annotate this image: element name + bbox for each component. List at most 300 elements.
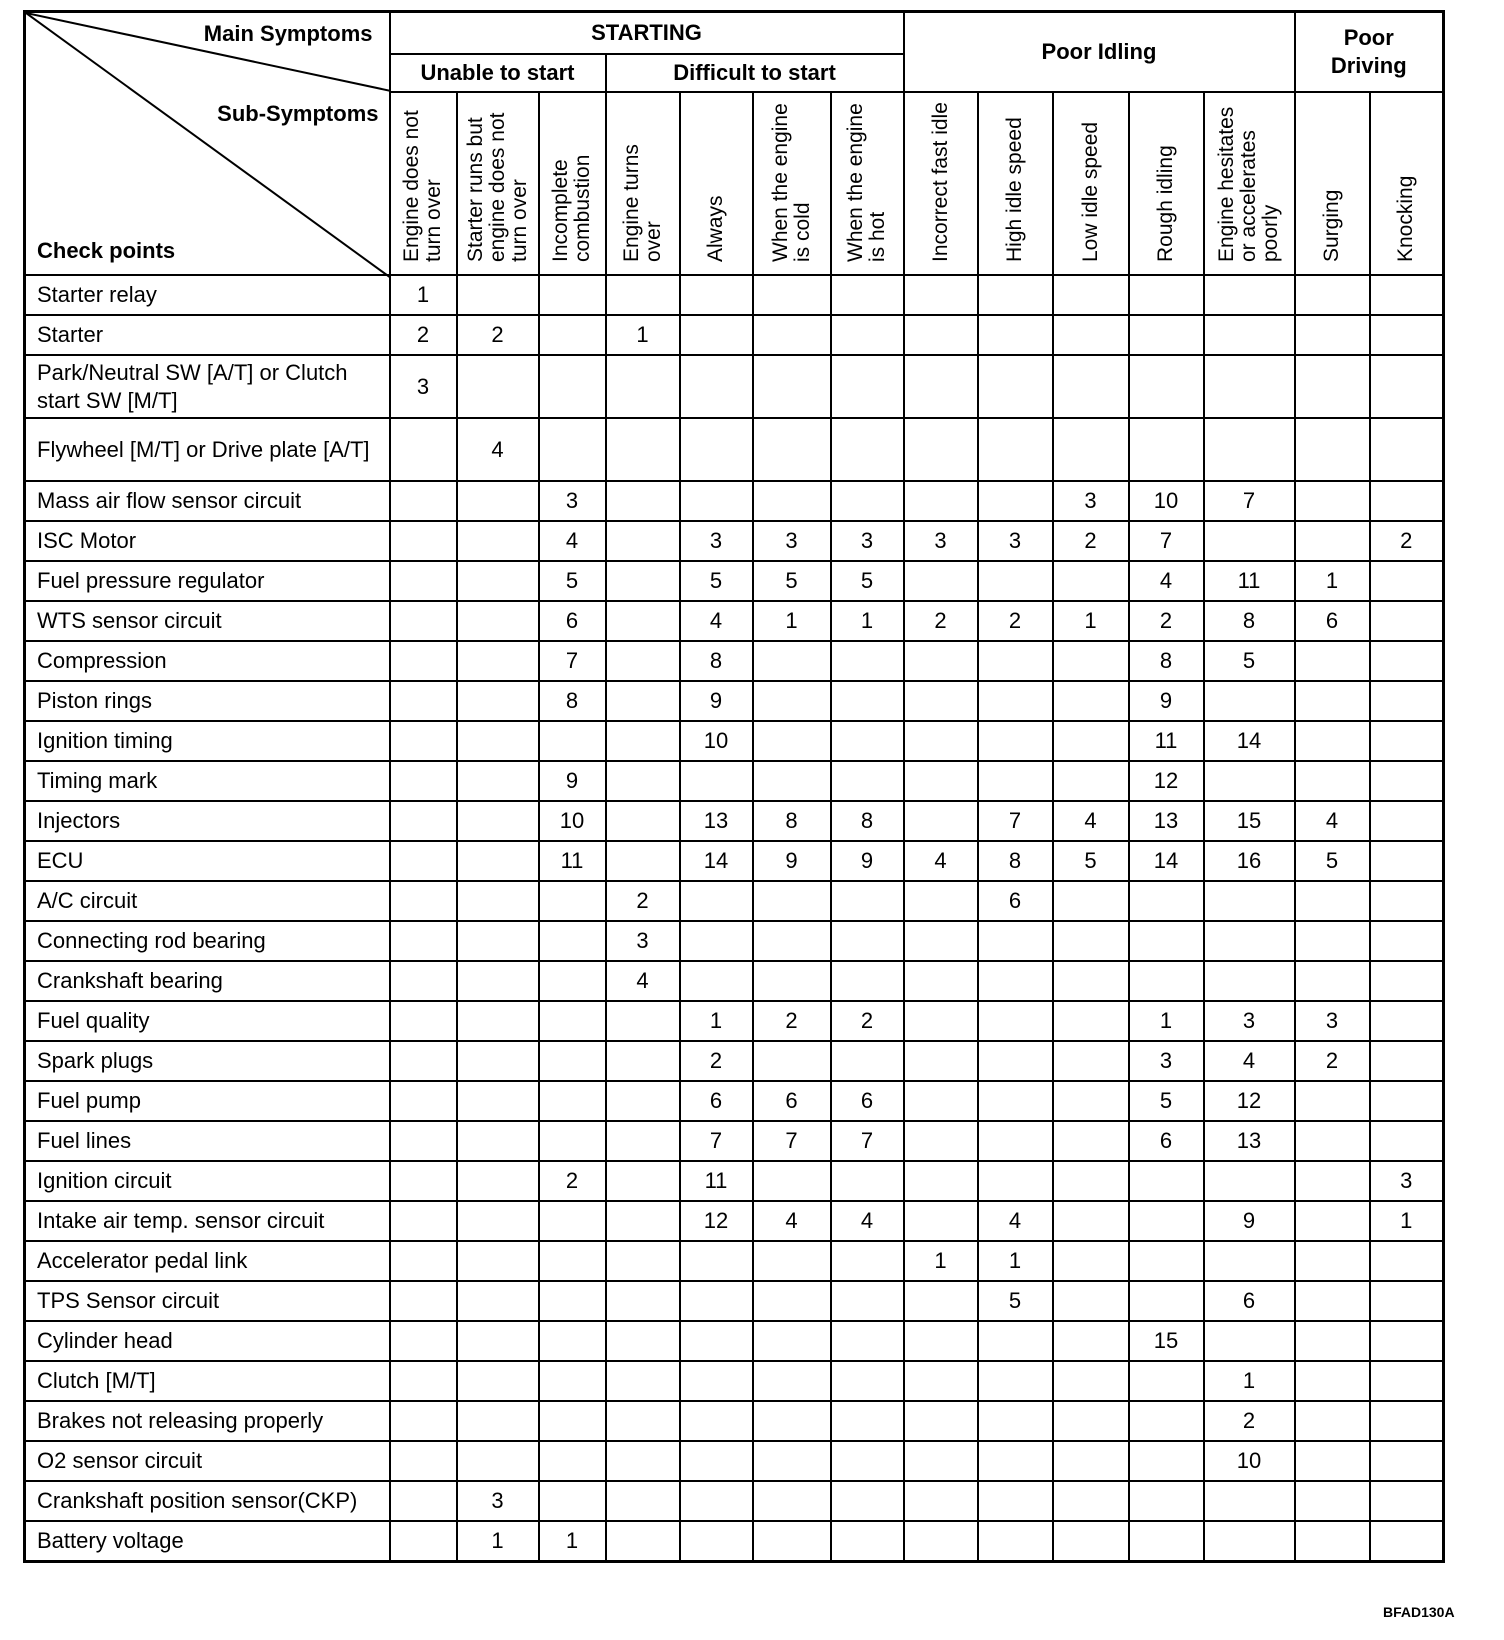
priority-cell: 6 xyxy=(1295,601,1370,641)
priority-cell: 2 xyxy=(606,881,680,921)
table-row xyxy=(25,1361,1444,1401)
column-header-label: Incorrect fast idle xyxy=(928,102,952,262)
priority-cell xyxy=(1204,1481,1295,1521)
priority-cell: 4 xyxy=(606,961,680,1001)
table-row xyxy=(25,801,1444,841)
priority-cell xyxy=(1370,761,1444,801)
priority-cell xyxy=(457,275,539,315)
priority-cell xyxy=(904,1521,978,1562)
priority-cell xyxy=(1053,721,1129,761)
table-row xyxy=(25,481,1444,521)
priority-cell: 1 xyxy=(1129,1001,1204,1041)
priority-cell xyxy=(1295,275,1370,315)
priority-cell xyxy=(978,1081,1053,1121)
priority-cell xyxy=(680,961,753,1001)
check-point-name: Spark plugs xyxy=(25,1041,390,1081)
priority-cell: 2 xyxy=(904,601,978,641)
priority-cell xyxy=(539,1001,606,1041)
priority-cell xyxy=(1295,1441,1370,1481)
priority-cell xyxy=(904,641,978,681)
check-point-name: Clutch [M/T] xyxy=(25,1361,390,1401)
priority-cell xyxy=(606,355,680,418)
priority-cell xyxy=(390,841,457,881)
column-header xyxy=(1295,92,1370,275)
column-header-label: High idle speed xyxy=(1003,117,1026,262)
priority-cell xyxy=(978,1161,1053,1201)
priority-cell xyxy=(539,1281,606,1321)
priority-cell xyxy=(457,1281,539,1321)
table-row xyxy=(25,1401,1444,1441)
priority-cell xyxy=(390,1121,457,1161)
priority-cell xyxy=(680,1281,753,1321)
priority-cell: 2 xyxy=(1295,1041,1370,1081)
priority-cell: 3 xyxy=(831,521,904,561)
table-row xyxy=(25,881,1444,921)
column-header-label: Low idle speed xyxy=(1078,121,1102,262)
priority-cell xyxy=(1295,315,1370,355)
priority-cell xyxy=(390,1321,457,1361)
priority-cell xyxy=(753,1281,831,1321)
priority-cell xyxy=(1204,1241,1295,1281)
priority-cell xyxy=(680,1401,753,1441)
priority-cell xyxy=(1129,315,1204,355)
priority-cell xyxy=(1295,961,1370,1001)
table-row xyxy=(25,1481,1444,1521)
priority-cell xyxy=(457,1361,539,1401)
priority-cell xyxy=(831,641,904,681)
priority-cell: 1 xyxy=(831,601,904,641)
priority-cell: 4 xyxy=(539,521,606,561)
priority-cell xyxy=(606,641,680,681)
priority-cell xyxy=(753,1521,831,1562)
priority-cell xyxy=(978,561,1053,601)
priority-cell: 7 xyxy=(978,801,1053,841)
check-point-name: Accelerator pedal link xyxy=(25,1241,390,1281)
priority-cell xyxy=(680,1321,753,1361)
priority-cell xyxy=(680,315,753,355)
priority-cell xyxy=(904,1361,978,1401)
priority-cell: 16 xyxy=(1204,841,1295,881)
priority-cell xyxy=(680,1241,753,1281)
priority-cell xyxy=(1370,1441,1444,1481)
column-header-label: Engine does not turn over xyxy=(400,110,445,262)
priority-cell xyxy=(539,1401,606,1441)
group-starting: STARTING xyxy=(390,12,904,55)
priority-cell xyxy=(606,561,680,601)
priority-cell xyxy=(680,1361,753,1401)
priority-cell: 4 xyxy=(1129,561,1204,601)
check-points-label: Check points xyxy=(37,238,176,263)
priority-cell xyxy=(539,1361,606,1401)
priority-cell xyxy=(539,1321,606,1361)
priority-cell xyxy=(457,761,539,801)
priority-cell xyxy=(606,1121,680,1161)
priority-cell: 3 xyxy=(390,355,457,418)
priority-cell xyxy=(606,1161,680,1201)
priority-cell xyxy=(539,1441,606,1481)
check-point-name: A/C circuit xyxy=(25,881,390,921)
group-poor-driving xyxy=(1295,12,1444,93)
priority-cell xyxy=(680,761,753,801)
priority-cell xyxy=(831,961,904,1001)
check-point-name: Connecting rod bearing xyxy=(25,921,390,961)
priority-cell: 3 xyxy=(606,921,680,961)
priority-cell xyxy=(1053,561,1129,601)
priority-cell xyxy=(390,418,457,481)
priority-cell xyxy=(831,1441,904,1481)
priority-cell xyxy=(390,801,457,841)
priority-cell xyxy=(1370,1281,1444,1321)
priority-cell xyxy=(1370,1241,1444,1281)
priority-cell xyxy=(1295,1401,1370,1441)
priority-cell: 8 xyxy=(978,841,1053,881)
priority-cell xyxy=(539,1041,606,1081)
priority-cell xyxy=(1295,1281,1370,1321)
priority-cell: 2 xyxy=(539,1161,606,1201)
priority-cell xyxy=(1370,1001,1444,1041)
priority-cell: 5 xyxy=(1295,841,1370,881)
priority-cell xyxy=(1370,641,1444,681)
priority-cell: 1 xyxy=(539,1521,606,1562)
priority-cell xyxy=(1129,355,1204,418)
priority-cell: 14 xyxy=(680,841,753,881)
priority-cell xyxy=(606,521,680,561)
priority-cell xyxy=(904,418,978,481)
priority-cell xyxy=(904,801,978,841)
priority-cell: 4 xyxy=(753,1201,831,1241)
priority-cell xyxy=(1129,1361,1204,1401)
priority-cell xyxy=(457,801,539,841)
priority-cell: 7 xyxy=(753,1121,831,1161)
priority-cell: 3 xyxy=(1204,1001,1295,1041)
priority-cell xyxy=(753,315,831,355)
priority-cell xyxy=(1295,681,1370,721)
check-point-name: Ignition circuit xyxy=(25,1161,390,1201)
check-point-name: Timing mark xyxy=(25,761,390,801)
priority-cell xyxy=(539,315,606,355)
priority-cell xyxy=(1370,1321,1444,1361)
priority-cell xyxy=(753,418,831,481)
table-row xyxy=(25,1121,1444,1161)
priority-cell xyxy=(831,1281,904,1321)
priority-cell xyxy=(753,355,831,418)
priority-cell xyxy=(1129,1281,1204,1321)
priority-cell xyxy=(1053,1481,1129,1521)
priority-cell xyxy=(904,275,978,315)
priority-cell xyxy=(831,681,904,721)
priority-cell xyxy=(539,1201,606,1241)
priority-cell xyxy=(457,961,539,1001)
poor-driving-label: Poor Driving xyxy=(1330,25,1407,78)
priority-cell xyxy=(978,1001,1053,1041)
priority-cell xyxy=(1295,1361,1370,1401)
priority-cell xyxy=(1370,355,1444,418)
table-row xyxy=(25,721,1444,761)
priority-cell xyxy=(1129,1401,1204,1441)
priority-cell xyxy=(606,1521,680,1562)
priority-cell xyxy=(606,841,680,881)
column-header xyxy=(1129,92,1204,275)
column-header xyxy=(457,92,539,275)
priority-cell xyxy=(680,881,753,921)
priority-cell: 1 xyxy=(904,1241,978,1281)
priority-cell xyxy=(680,355,753,418)
priority-cell xyxy=(904,721,978,761)
priority-cell xyxy=(457,1121,539,1161)
priority-cell: 7 xyxy=(1129,521,1204,561)
priority-cell: 8 xyxy=(539,681,606,721)
priority-cell: 2 xyxy=(390,315,457,355)
check-point-name: Flywheel [M/T] or Drive plate [A/T] xyxy=(25,418,390,481)
priority-cell: 6 xyxy=(1129,1121,1204,1161)
priority-cell xyxy=(1370,418,1444,481)
priority-cell xyxy=(390,521,457,561)
priority-cell xyxy=(1053,1041,1129,1081)
priority-cell xyxy=(457,561,539,601)
priority-cell xyxy=(1295,1081,1370,1121)
priority-cell xyxy=(753,1161,831,1201)
priority-cell xyxy=(753,761,831,801)
table-row xyxy=(25,275,1444,315)
priority-cell xyxy=(753,1041,831,1081)
priority-cell xyxy=(606,1081,680,1121)
priority-cell xyxy=(978,315,1053,355)
priority-cell xyxy=(390,1241,457,1281)
priority-cell: 9 xyxy=(831,841,904,881)
priority-cell xyxy=(753,275,831,315)
priority-cell xyxy=(1053,1081,1129,1121)
priority-cell xyxy=(1295,761,1370,801)
priority-cell: 3 xyxy=(680,521,753,561)
check-point-name: Compression xyxy=(25,641,390,681)
priority-cell xyxy=(606,1441,680,1481)
priority-cell xyxy=(457,521,539,561)
column-header xyxy=(606,92,680,275)
priority-cell xyxy=(1370,481,1444,521)
priority-cell: 2 xyxy=(831,1001,904,1041)
priority-cell: 9 xyxy=(1204,1201,1295,1241)
priority-cell: 1 xyxy=(1295,561,1370,601)
priority-cell: 11 xyxy=(1129,721,1204,761)
table-row xyxy=(25,418,1444,481)
priority-cell xyxy=(457,921,539,961)
priority-cell xyxy=(1204,1521,1295,1562)
column-header-label: When the engine is cold xyxy=(768,103,814,262)
priority-cell xyxy=(680,418,753,481)
check-point-name: Starter relay xyxy=(25,275,390,315)
priority-cell: 2 xyxy=(457,315,539,355)
table-row xyxy=(25,1441,1444,1481)
priority-cell xyxy=(606,1201,680,1241)
check-point-name: Ignition timing xyxy=(25,721,390,761)
priority-cell: 12 xyxy=(1204,1081,1295,1121)
priority-cell xyxy=(457,1001,539,1041)
table-row xyxy=(25,921,1444,961)
priority-cell xyxy=(1129,418,1204,481)
priority-cell xyxy=(831,418,904,481)
priority-cell xyxy=(831,1161,904,1201)
priority-cell xyxy=(457,641,539,681)
priority-cell: 6 xyxy=(978,881,1053,921)
corner-header xyxy=(25,12,390,276)
priority-cell xyxy=(904,681,978,721)
priority-cell xyxy=(1129,1241,1204,1281)
priority-cell: 12 xyxy=(1129,761,1204,801)
priority-cell xyxy=(1370,1401,1444,1441)
priority-cell: 1 xyxy=(1053,601,1129,641)
priority-cell xyxy=(978,961,1053,1001)
priority-cell xyxy=(753,481,831,521)
priority-cell xyxy=(978,1521,1053,1562)
priority-cell: 3 xyxy=(1295,1001,1370,1041)
priority-cell xyxy=(390,1281,457,1321)
subgroup-unable-to-start: Unable to start xyxy=(390,54,606,92)
priority-cell: 6 xyxy=(539,601,606,641)
priority-cell: 5 xyxy=(1129,1081,1204,1121)
priority-cell: 3 xyxy=(539,481,606,521)
priority-cell xyxy=(1204,921,1295,961)
priority-cell: 2 xyxy=(1129,601,1204,641)
check-point-name: Piston rings xyxy=(25,681,390,721)
priority-cell xyxy=(831,1361,904,1401)
priority-cell xyxy=(904,1281,978,1321)
priority-cell xyxy=(1129,961,1204,1001)
priority-cell xyxy=(1370,841,1444,881)
priority-cell xyxy=(978,1121,1053,1161)
priority-cell xyxy=(978,1321,1053,1361)
priority-cell: 3 xyxy=(1053,481,1129,521)
priority-cell xyxy=(1204,1161,1295,1201)
priority-cell xyxy=(1370,1361,1444,1401)
priority-cell xyxy=(1053,1521,1129,1562)
priority-cell xyxy=(457,1401,539,1441)
table-row xyxy=(25,841,1444,881)
check-point-name: Fuel pressure regulator xyxy=(25,561,390,601)
priority-cell xyxy=(1295,418,1370,481)
priority-cell xyxy=(539,1481,606,1521)
priority-cell xyxy=(1295,1321,1370,1361)
priority-cell xyxy=(1053,1001,1129,1041)
priority-cell xyxy=(457,841,539,881)
priority-cell xyxy=(831,1481,904,1521)
priority-cell xyxy=(978,1441,1053,1481)
priority-cell xyxy=(904,561,978,601)
priority-cell xyxy=(539,418,606,481)
priority-cell xyxy=(1295,641,1370,681)
priority-cell xyxy=(1129,1161,1204,1201)
priority-cell xyxy=(904,1441,978,1481)
column-header xyxy=(753,92,831,275)
column-header xyxy=(1204,92,1295,275)
priority-cell xyxy=(606,1241,680,1281)
check-point-name: O2 sensor circuit xyxy=(25,1441,390,1481)
check-point-name: Cylinder head xyxy=(25,1321,390,1361)
table-row xyxy=(25,961,1444,1001)
priority-cell xyxy=(390,1201,457,1241)
table-row xyxy=(25,1241,1444,1281)
priority-cell xyxy=(680,1521,753,1562)
priority-cell xyxy=(904,1401,978,1441)
priority-cell xyxy=(390,881,457,921)
priority-cell xyxy=(390,1001,457,1041)
column-header xyxy=(539,92,606,275)
priority-cell: 4 xyxy=(1295,801,1370,841)
priority-cell xyxy=(831,481,904,521)
check-point-name: Injectors xyxy=(25,801,390,841)
table-row xyxy=(25,601,1444,641)
priority-cell xyxy=(606,681,680,721)
priority-cell xyxy=(390,721,457,761)
check-point-name: Fuel quality xyxy=(25,1001,390,1041)
table-row xyxy=(25,315,1444,355)
priority-cell xyxy=(753,1441,831,1481)
table-row xyxy=(25,1161,1444,1201)
priority-cell xyxy=(1053,921,1129,961)
priority-cell xyxy=(831,921,904,961)
priority-cell xyxy=(539,1241,606,1281)
priority-cell xyxy=(831,881,904,921)
column-header-label: Rough idling xyxy=(1154,145,1177,262)
priority-cell xyxy=(904,961,978,1001)
column-header xyxy=(1370,92,1444,275)
priority-cell xyxy=(1053,1161,1129,1201)
priority-cell xyxy=(1053,681,1129,721)
priority-cell xyxy=(904,1081,978,1121)
priority-cell xyxy=(457,1201,539,1241)
table-row xyxy=(25,561,1444,601)
check-point-name: Fuel pump xyxy=(25,1081,390,1121)
priority-cell xyxy=(831,721,904,761)
priority-cell xyxy=(390,481,457,521)
priority-cell xyxy=(1370,801,1444,841)
priority-cell xyxy=(390,601,457,641)
priority-cell: 8 xyxy=(680,641,753,681)
table-row xyxy=(25,1321,1444,1361)
priority-cell xyxy=(1053,881,1129,921)
check-point-name: TPS Sensor circuit xyxy=(25,1281,390,1321)
priority-cell: 9 xyxy=(539,761,606,801)
priority-cell: 5 xyxy=(753,561,831,601)
priority-cell xyxy=(904,921,978,961)
priority-cell xyxy=(831,1041,904,1081)
priority-cell: 8 xyxy=(831,801,904,841)
priority-cell xyxy=(1370,561,1444,601)
priority-cell xyxy=(753,641,831,681)
check-point-name: ISC Motor xyxy=(25,521,390,561)
priority-cell: 3 xyxy=(1370,1161,1444,1201)
priority-cell xyxy=(753,961,831,1001)
priority-cell xyxy=(1370,1521,1444,1562)
priority-cell: 14 xyxy=(1129,841,1204,881)
priority-cell xyxy=(606,801,680,841)
priority-cell: 9 xyxy=(753,841,831,881)
check-point-name: Park/Neutral SW [A/T] or Clutch start SW [M/T] xyxy=(25,355,390,418)
priority-cell: 3 xyxy=(904,521,978,561)
priority-cell: 4 xyxy=(1053,801,1129,841)
priority-cell xyxy=(1295,1121,1370,1161)
column-header xyxy=(978,92,1053,275)
priority-cell xyxy=(1295,1241,1370,1281)
priority-cell: 1 xyxy=(1370,1201,1444,1241)
table-row xyxy=(25,355,1444,418)
priority-cell xyxy=(1129,275,1204,315)
priority-cell xyxy=(680,1441,753,1481)
table-row xyxy=(25,1081,1444,1121)
column-header-label: Engine turns over xyxy=(619,144,665,262)
group-poor-idling: Poor Idling xyxy=(904,12,1295,93)
check-point-name: Crankshaft position sensor(CKP) xyxy=(25,1481,390,1521)
priority-cell xyxy=(1204,881,1295,921)
